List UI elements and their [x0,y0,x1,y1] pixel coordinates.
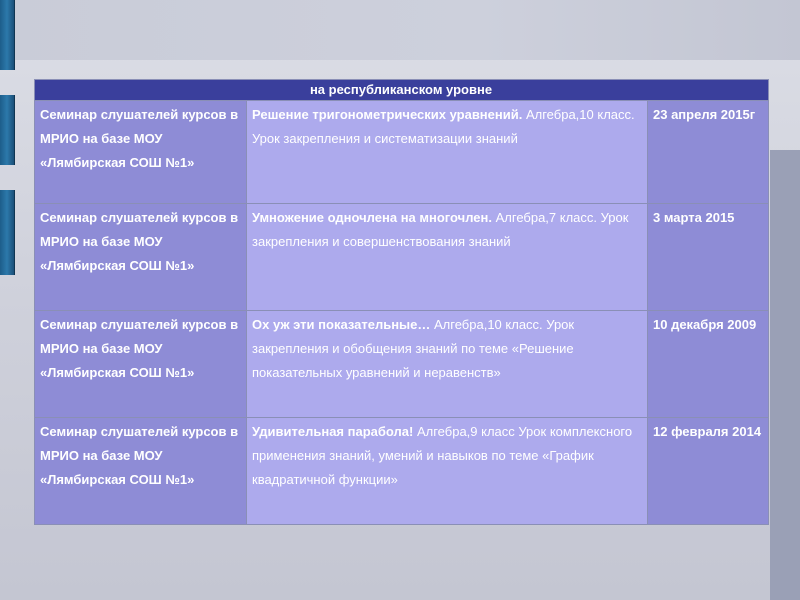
table-header-row [35,80,769,101]
topic-title: Решение тригонометрических уравнений. [252,107,523,122]
date-cell: 23 апреля 2015г [648,101,769,204]
date-cell: 10 декабря 2009 [648,311,769,418]
event-cell: Семинар слушателей курсов в МРИО на базе МОУ «Лямбирская СОШ №1» [35,311,247,418]
topic-details: Алгебра,9 класс Урок комплексного применения знаний, умений и навыков по теме «График квадратичной функции» [252,424,633,487]
topic-cell [247,311,648,418]
topic-cell [247,101,648,204]
topic-title: Умножение одночлена на многочлен. [252,210,492,225]
side-accent-bar [0,190,15,275]
event-cell: Семинар слушателей курсов в МРИО на базе МОУ «Лямбирская СОШ №1» [35,418,247,525]
decorative-right-block [770,150,800,600]
topic-details: Алгебра,10 класс. Урок закрепления и обобщения знаний по теме «Решение показательных уравнений и неравенств» [252,317,575,380]
topic-cell [247,418,648,525]
table-row [35,101,769,204]
event-cell: Семинар слушателей курсов в МРИО на базе МОУ «Лямбирская СОШ №1» [35,204,247,311]
event-cell: Семинар слушателей курсов в МРИО на базе МОУ «Лямбирская СОШ №1» [35,101,247,204]
date-cell: 12 февраля 2014 [648,418,769,525]
table-row [35,418,769,525]
side-accent-bar [0,0,15,70]
topic-details: Алгебра,10 класс. Урок закрепления и систематизации знаний [252,107,635,146]
table-row [35,311,769,418]
topic-cell [247,204,648,311]
topic-details: Алгебра,7 класс. Урок закрепления и совершенствования знаний [252,210,629,249]
table-header: на республиканском уровне [35,80,769,101]
seminar-table [34,79,769,525]
side-accent-bar [0,95,15,165]
table-row [35,204,769,311]
topic-title: Удивительная парабола! [252,424,414,439]
top-band [0,0,800,60]
topic-title: Ох уж эти показательные… [252,317,431,332]
date-cell: 3 марта 2015 [648,204,769,311]
